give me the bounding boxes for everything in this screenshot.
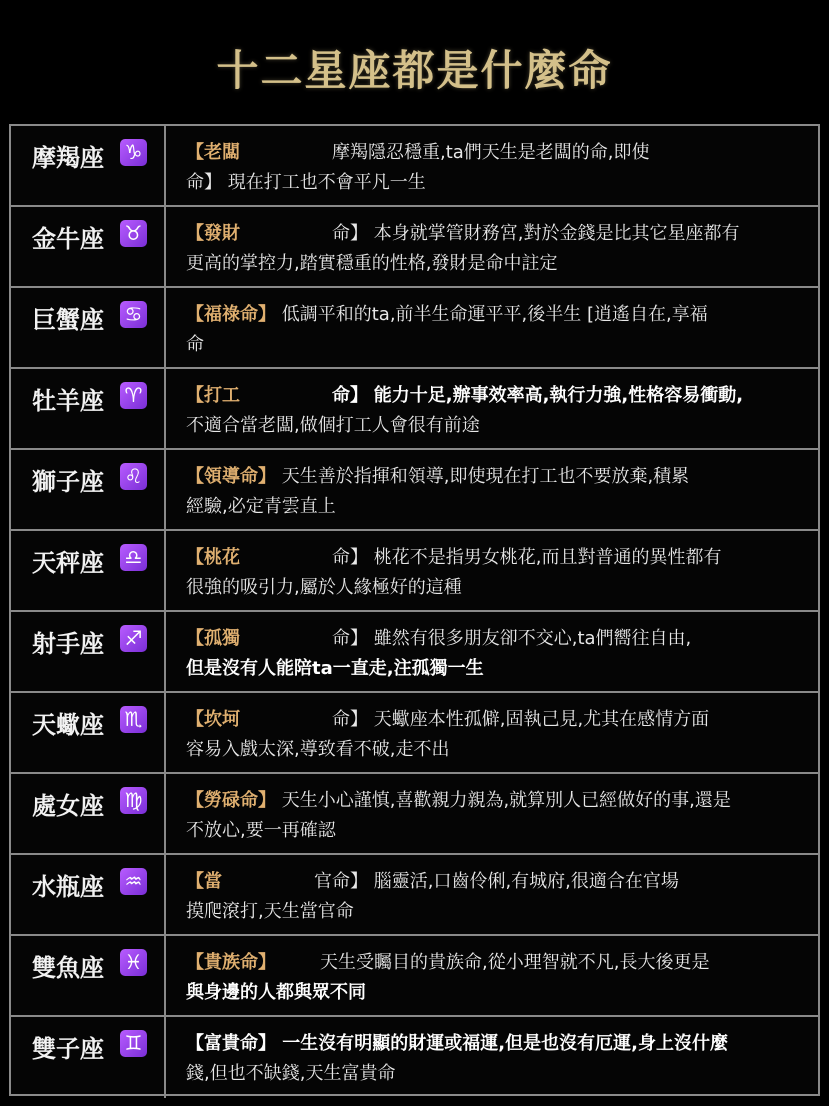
description-line-1: 摩羯隱忍穩重,ta們天生是老闆的命,即使 <box>332 142 650 163</box>
capricorn-icon: ♑ <box>120 139 147 166</box>
fate-tag-end: 官命】 <box>314 871 368 892</box>
sign-name: 金牛座 <box>32 225 104 253</box>
fate-description <box>186 705 806 765</box>
fate-description <box>186 543 806 603</box>
fate-description <box>186 624 806 684</box>
fate-description <box>186 300 806 360</box>
fate-description <box>186 786 806 846</box>
fate-tag-end: 命】 <box>332 628 368 649</box>
fate-description <box>186 948 806 1008</box>
description-line-2: 不適合當老闆,做個打工人會很有前途 <box>186 415 480 436</box>
description-line-2: 命】 現在打工也不會平凡一生 <box>186 172 426 193</box>
page-title: 十二星座都是什麼命 <box>216 46 613 95</box>
description-line-2: 但是沒有人能陪ta一直走,注孤獨一生 <box>186 658 484 679</box>
sign-name: 獅子座 <box>32 468 104 496</box>
virgo-icon: ♍ <box>120 787 147 814</box>
sign-name: 牡羊座 <box>32 387 104 415</box>
description-line-2: 命 <box>186 334 204 355</box>
sign-name: 雙子座 <box>32 1035 104 1063</box>
sign-name: 射手座 <box>32 630 104 658</box>
fate-description <box>186 867 806 927</box>
sign-cell <box>11 774 166 853</box>
fate-tag: 【福祿命】 <box>186 304 276 325</box>
sign-cell <box>11 450 166 529</box>
fate-tag: 【桃花 <box>186 547 240 568</box>
pisces-icon: ♓ <box>120 949 147 976</box>
gemini-icon: ♊ <box>120 1030 147 1057</box>
fate-description <box>186 381 806 441</box>
fate-tag-end: 命】 <box>332 385 368 406</box>
fate-tag: 【當 <box>186 871 222 892</box>
sign-name: 摩羯座 <box>32 144 104 172</box>
fate-tag: 【坎坷 <box>186 709 240 730</box>
description-line-1: 天生小心謹慎,喜歡親力親為,就算別人已經做好的事,還是 <box>281 790 731 811</box>
fate-tag: 【打工 <box>186 385 240 406</box>
sign-name: 處女座 <box>32 792 104 820</box>
sign-cell <box>11 693 166 772</box>
table-row <box>11 693 818 774</box>
cancer-icon: ♋ <box>120 301 147 328</box>
libra-icon: ♎ <box>120 544 147 571</box>
table-row <box>11 450 818 531</box>
sign-cell <box>11 207 166 286</box>
fate-tag: 【孤獨 <box>186 628 240 649</box>
description-line-1: 本身就掌管財務宮,對於金錢是比其它星座都有 <box>373 223 740 244</box>
sign-cell <box>11 936 166 1015</box>
fate-description <box>186 1029 806 1089</box>
table-row <box>11 126 818 207</box>
sign-name: 天蠍座 <box>32 711 104 739</box>
description-line-1: 低調平和的ta,前半生命運平平,後半生 [逍遙自在,享福 <box>281 304 708 325</box>
description-line-1: 一生沒有明顯的財運或福運,但是也沒有厄運,身上沒什麼 <box>282 1033 728 1054</box>
table-row <box>11 936 818 1017</box>
taurus-icon: ♉ <box>120 220 147 247</box>
fate-tag: 【發財 <box>186 223 240 244</box>
fate-tag-end: 命】 <box>332 709 368 730</box>
description-line-2: 容易入戲太深,導致看不破,走不出 <box>186 739 450 760</box>
description-line-2: 不放心,要一再確認 <box>186 820 336 841</box>
sign-cell <box>11 288 166 367</box>
table-row <box>11 774 818 855</box>
sign-cell <box>11 531 166 610</box>
table-row <box>11 1017 818 1098</box>
sign-cell <box>11 369 166 448</box>
sign-name: 天秤座 <box>32 549 104 577</box>
table-row <box>11 369 818 450</box>
fate-description <box>186 138 806 198</box>
description-line-2: 錢,但也不缺錢,天生富貴命 <box>186 1063 396 1084</box>
sign-cell <box>11 612 166 691</box>
description-line-1: 天生受矚目的貴族命,從小理智就不凡,長大後更是 <box>320 952 710 973</box>
aries-icon: ♈ <box>120 382 147 409</box>
description-line-2: 很強的吸引力,屬於人緣極好的這種 <box>186 577 462 598</box>
table-row <box>11 207 818 288</box>
fate-tag-end: 命】 <box>332 223 368 244</box>
description-line-1: 雖然有很多朋友卻不交心,ta們嚮往自由, <box>373 628 692 649</box>
sagittarius-icon: ♐ <box>120 625 147 652</box>
fate-tag: 【領導命】 <box>186 466 276 487</box>
fate-tag: 【富貴命】 <box>186 1033 276 1054</box>
description-line-1: 腦靈活,口齒伶俐,有城府,很適合在官場 <box>373 871 679 892</box>
fate-tag-end: 命】 <box>332 547 368 568</box>
sign-cell <box>11 855 166 934</box>
description-line-2: 與身邊的人都與眾不同 <box>186 982 366 1003</box>
description-line-1: 天蠍座本性孤僻,固執己見,尤其在感情方面 <box>373 709 710 730</box>
fate-description <box>186 219 806 279</box>
description-line-2: 經驗,必定青雲直上 <box>186 496 336 517</box>
description-line-1: 桃花不是指男女桃花,而且對普通的異性都有 <box>373 547 722 568</box>
description-line-2: 摸爬滾打,天生當官命 <box>186 901 354 922</box>
sign-name: 水瓶座 <box>32 873 104 901</box>
table-row <box>11 288 818 369</box>
description-line-2: 更高的掌控力,踏實穩重的性格,發財是命中註定 <box>186 253 558 274</box>
table-row <box>11 531 818 612</box>
description-line-1: 能力十足,辦事效率高,執行力強,性格容易衝動, <box>373 385 744 406</box>
sign-name: 巨蟹座 <box>32 306 104 334</box>
fate-tag: 【勞碌命】 <box>186 790 276 811</box>
zodiac-table <box>9 124 820 1096</box>
fate-tag: 【貴族命】 <box>186 952 276 973</box>
scorpio-icon: ♏ <box>120 706 147 733</box>
description-line-1: 天生善於指揮和領導,即使現在打工也不要放棄,積累 <box>281 466 690 487</box>
aquarius-icon: ♒ <box>120 868 147 895</box>
leo-icon: ♌ <box>120 463 147 490</box>
fate-tag: 【老闆 <box>186 142 240 163</box>
fate-description <box>186 462 806 522</box>
table-row <box>11 612 818 693</box>
sign-cell <box>11 126 166 205</box>
table-row <box>11 855 818 936</box>
sign-cell <box>11 1017 166 1098</box>
sign-name: 雙魚座 <box>32 954 104 982</box>
